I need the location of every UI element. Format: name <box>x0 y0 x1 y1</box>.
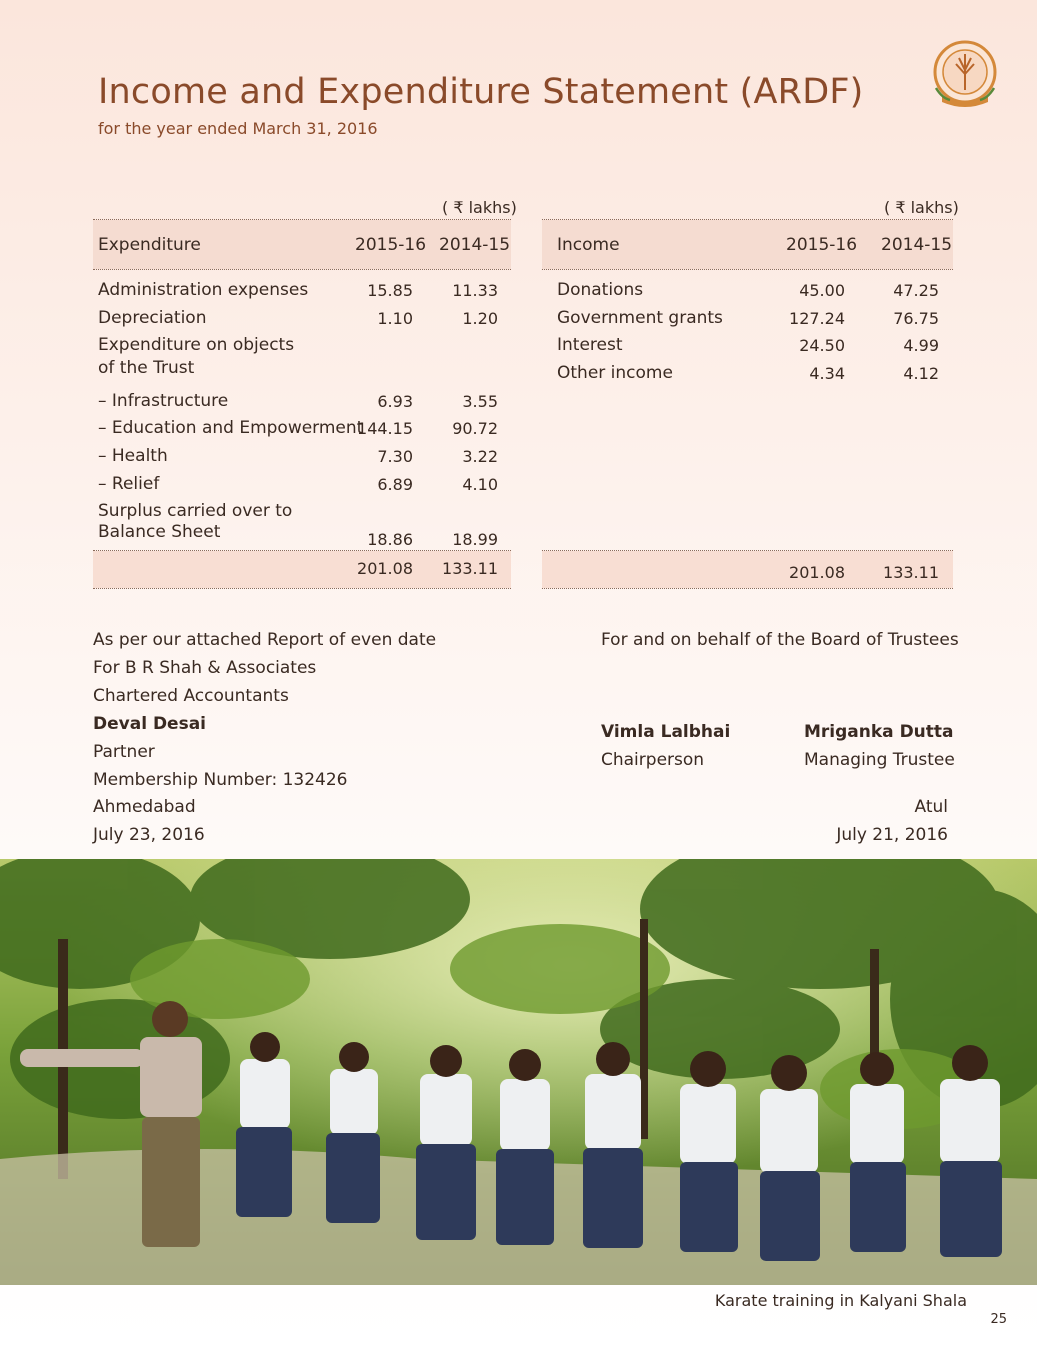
table-row-label: Expenditure on objects <box>98 335 295 355</box>
auditor-firm: For B R Shah & Associates <box>93 658 317 678</box>
table-cell-2015: 7.30 <box>377 447 413 466</box>
auditor-place: Ahmedabad <box>93 797 196 817</box>
board-place: Atul <box>914 797 948 817</box>
table-cell-2014: 1.20 <box>462 309 498 328</box>
auditor-date: July 23, 2016 <box>93 825 205 845</box>
table-cell-2014: 4.10 <box>462 475 498 494</box>
table-row-label: Government grants <box>557 308 723 328</box>
income-header-2015: 2015-16 <box>786 235 858 255</box>
table-cell-2014: 4.99 <box>903 336 939 355</box>
table-cell-2015: 144.15 <box>357 419 413 438</box>
foundation-seal-icon <box>928 38 1002 112</box>
page-title: Income and Expenditure Statement (ARDF) <box>98 72 864 112</box>
table-cell-2015: 15.85 <box>367 281 413 300</box>
expenditure-total-2014: 133.11 <box>442 559 498 578</box>
income-total-2014: 133.11 <box>883 563 939 582</box>
auditor-designation: Chartered Accountants <box>93 686 289 706</box>
auditor-membership: Membership Number: 132426 <box>93 770 348 790</box>
table-cell-2014: 18.99 <box>452 530 498 549</box>
table-row-label: Depreciation <box>98 308 207 328</box>
table-cell-2015: 45.00 <box>799 281 845 300</box>
trustee-role: Managing Trustee <box>804 750 955 770</box>
table-row-label: Interest <box>557 335 623 355</box>
table-cell-2014: 47.25 <box>893 281 939 300</box>
table-cell-2015: 6.89 <box>377 475 413 494</box>
table-cell-2015: 127.24 <box>789 309 845 328</box>
table-row-label: Administration expenses <box>98 280 309 300</box>
divider <box>93 269 511 270</box>
table-cell-2015: 24.50 <box>799 336 845 355</box>
karate-training-photo <box>0 859 1037 1285</box>
page-number: 25 <box>990 1312 1007 1327</box>
auditor-name: Deval Desai <box>93 714 206 734</box>
table-row-label: – Education and Empowerment <box>98 418 364 438</box>
expenditure-unit-label: ( ₹ lakhs) <box>442 198 517 217</box>
auditor-report-line: As per our attached Report of even date <box>93 630 437 650</box>
table-cell-2014: 4.12 <box>903 364 939 383</box>
table-row-label-cont: Balance Sheet <box>98 522 221 542</box>
table-cell-2014: 11.33 <box>452 281 498 300</box>
expenditure-total-2015: 201.08 <box>357 559 413 578</box>
expenditure-header-2014: 2014-15 <box>439 235 511 255</box>
expenditure-header-2015: 2015-16 <box>355 235 427 255</box>
photo-caption: Karate training in Kalyani Shala <box>714 1291 967 1310</box>
board-heading: For and on behalf of the Board of Trustees <box>601 630 959 650</box>
divider <box>542 588 953 589</box>
table-cell-2015: 6.93 <box>377 392 413 411</box>
table-row-label: Other income <box>557 363 673 383</box>
table-row-label: Donations <box>557 280 644 300</box>
income-header-label: Income <box>557 235 620 255</box>
page-subtitle: for the year ended March 31, 2016 <box>98 119 378 138</box>
table-cell-2015: 4.34 <box>809 364 845 383</box>
table-cell-2014: 90.72 <box>452 419 498 438</box>
table-row-label: Surplus carried over to <box>98 501 293 521</box>
trustee-name: Mriganka Dutta <box>804 722 954 742</box>
table-cell-2014: 3.22 <box>462 447 498 466</box>
divider <box>93 588 511 589</box>
income-header-2014: 2014-15 <box>881 235 953 255</box>
board-date: July 21, 2016 <box>836 825 948 845</box>
table-cell-2014: 76.75 <box>893 309 939 328</box>
divider <box>542 269 953 270</box>
table-row-label-cont: of the Trust <box>98 358 195 378</box>
table-cell-2014: 3.55 <box>462 392 498 411</box>
trustee-name: Vimla Lalbhai <box>601 722 731 742</box>
income-unit-label: ( ₹ lakhs) <box>884 198 959 217</box>
expenditure-header-label: Expenditure <box>98 235 201 255</box>
income-total-2015: 201.08 <box>789 563 845 582</box>
auditor-role: Partner <box>93 742 155 762</box>
table-row-label: – Relief <box>98 474 160 494</box>
table-row-label: – Health <box>98 446 168 466</box>
table-cell-2015: 18.86 <box>367 530 413 549</box>
table-row-label: – Infrastructure <box>98 391 229 411</box>
table-cell-2015: 1.10 <box>377 309 413 328</box>
trustee-role: Chairperson <box>601 750 705 770</box>
